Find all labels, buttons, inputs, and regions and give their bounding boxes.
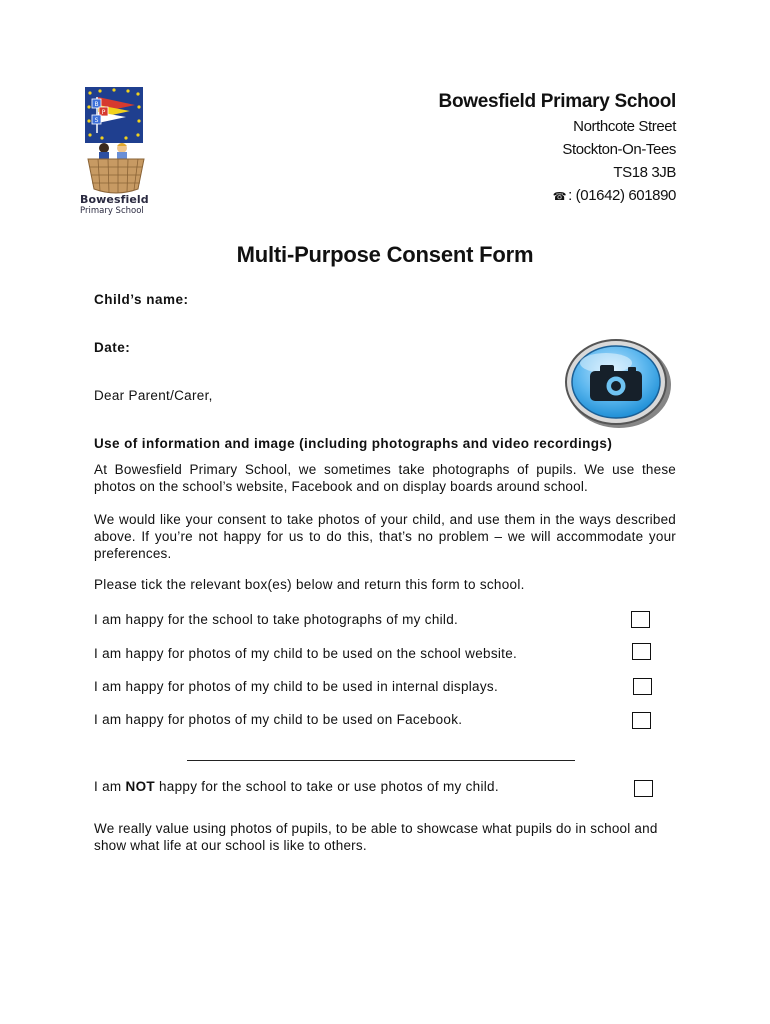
not-happy-emphasis: NOT <box>125 779 155 794</box>
school-address <box>439 89 676 209</box>
child-figure-icon <box>99 143 109 153</box>
logo-flag-letter-1: B <box>94 101 99 108</box>
address-phone <box>439 184 676 209</box>
option-not-happy-checkbox[interactable] <box>634 780 653 797</box>
option-displays-label: I am happy for photos of my child to be used in internal displays. <box>94 679 499 694</box>
section-heading: Use of information and image (including photographs and video recordings) <box>94 436 613 451</box>
option-facebook-checkbox[interactable] <box>632 712 651 729</box>
paragraph-intro: At Bowesfield Primary School, we sometimes take photographs of pupils. We use these photos on the school’s website, Facebook and on display boards around school. <box>94 462 676 494</box>
address-street: Northcote Street <box>573 118 676 135</box>
logo-caption <box>80 193 160 216</box>
phone-number: (01642) 601890 <box>575 187 676 204</box>
address-town: Stockton-On-Tees <box>562 141 676 158</box>
school-name: Bowesfield Primary School <box>438 91 676 112</box>
closing-paragraph: We really value using photos of pupils, to be able to showcase what pupils do in school and show what life at our school is like to others. <box>94 821 658 853</box>
phone-prefix: : <box>568 187 572 204</box>
option-website-label: I am happy for photos of my child to be used on the school website. <box>94 646 518 661</box>
instruction: Please tick the relevant box(es) below and return this form to school. <box>94 577 525 592</box>
not-happy-suffix: happy for the school to take or use photos of my child. <box>154 779 499 794</box>
logo-flag-letter-3: S <box>94 117 99 124</box>
telephone-icon: ☎ <box>552 191 567 203</box>
option-website-checkbox[interactable] <box>632 643 651 660</box>
paragraph-consent: We would like your consent to take photos of your child, and use them in the ways described above. If you’re not happy for us to do this, that’s no problem – we will accommodate your preferences. <box>94 512 676 561</box>
not-happy-prefix: I am <box>94 779 126 794</box>
logo-flag-letter-2: P <box>101 109 106 116</box>
option-not-happy-label <box>94 779 499 794</box>
camera-icon <box>564 337 672 429</box>
option-facebook-label: I am happy for photos of my child to be used on Facebook. <box>94 712 463 727</box>
logo-subtitle: Primary School <box>80 206 144 216</box>
option-take-photos-checkbox[interactable] <box>631 611 650 628</box>
greeting: Dear Parent/Carer, <box>94 388 213 403</box>
option-displays-checkbox[interactable] <box>633 678 652 695</box>
form-title: Multi-Purpose Consent Form <box>236 242 534 267</box>
logo-name: Bowesfield <box>80 193 149 206</box>
childs-name-label: Child’s name: <box>94 292 189 307</box>
address-postcode: TS18 3JB <box>613 164 676 181</box>
divider-line <box>187 760 575 761</box>
option-take-photos-label: I am happy for the school to take photographs of my child. <box>94 612 459 627</box>
date-label: Date: <box>94 340 131 355</box>
